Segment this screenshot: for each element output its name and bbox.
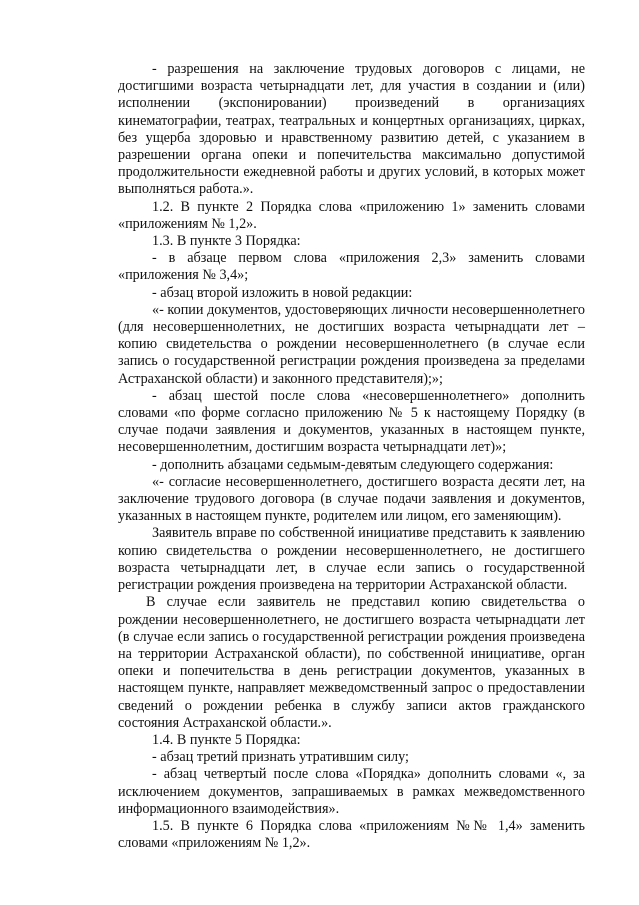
- paragraph-applicant-right: Заявитель вправе по собственной инициативе представить к заявлению копию свидетельства о рождении несовершеннолетнего, не достигшего возраста четырнадцати лет, в случае если запись о государственной регистрации рождения произведена на территории Астраханской области.: [118, 525, 585, 594]
- document-body: [118, 61, 585, 852]
- paragraph-copies-of-documents: «- копии документов, удостоверяющих личности несовершеннолетнего (для несовершеннолетних, не достигших возраста четырнадцати лет – копию свидетельства о рождении несовершеннолетнего (в случае если запись о государственной регистрации рождения произведена за пределами Астраханской области) и законного представителя);»;: [118, 301, 585, 387]
- paragraph-permission-clause: - разрешения на заключение трудовых договоров с лицами, не достигшими возраста четырнадцати лет, для участия в создании и (или) исполнении (экспонировании) произведений в организациях кинематографии, театрах, театральных и концертных организациях, цирках, без ущерба здоровью и нравственному развитию детей, с указанием в разрешении органа опеки и попечительства максимально допустимой продолжительности ежедневной работы и других условий, в которых может выполняться работа.».: [118, 61, 585, 198]
- paragraph-abzac-third: - абзац третий признать утратившим силу;: [152, 749, 409, 766]
- paragraph-1-3: 1.3. В пункте 3 Порядка:: [152, 233, 301, 250]
- paragraph-abzac-second: - абзац второй изложить в новой редакции:: [152, 284, 413, 301]
- paragraph-consent: «- согласие несовершеннолетнего, достигшего возраста десяти лет, на заключение трудового договора (в случае подачи заявления и документов, указанных в настоящем пункте, родителем или лицом, его заменяющим).: [118, 473, 585, 525]
- paragraph-1-5: 1.5. В пункте 6 Порядка слова «приложениям №№ 1,4» заменить словами «приложениям № 1,2».: [118, 817, 585, 852]
- paragraph-1-4: 1.4. В пункте 5 Порядка:: [152, 731, 301, 748]
- paragraph-add-abzacs: - дополнить абзацами седьмым-девятым следующего содержания:: [152, 456, 554, 473]
- paragraph-abzac-fourth: - абзац четвертый после слова «Порядка» дополнить словами «, за исключением документов, запрашиваемых в рамках межведомственного информационного взаимодействия».: [118, 766, 585, 817]
- paragraph-abzac-sixth: - абзац шестой после слова «несовершеннолетнего» дополнить словами «по форме согласно приложению № 5 к настоящему Порядку (в случае подачи заявления и документов, указанных в настоящем пункте, несовершеннолетним, достигшим возраста четырнадцати лет)»;: [118, 387, 585, 456]
- paragraph-abzac-first: - в абзаце первом слова «приложения 2,3» заменить словами «приложения № 3,4»;: [118, 250, 585, 284]
- paragraph-interagency-request: В случае если заявитель не представил копию свидетельства о рождении несовершеннолетнего, не достигшего возраста четырнадцати лет (в случае если запись о государственной регистрации рождения произведена на территории Астраханской области), по собственной инициативе, орган опеки и попечительства в день регистрации документов, указанных в настоящем пункте, направляет межведомственный запрос о предоставлении сведений о рождении ребенка в службу записи актов гражданского состояния Астраханской области.».: [118, 594, 585, 731]
- paragraph-1-2: 1.2. В пункте 2 Порядка слова «приложению 1» заменить словами «приложениям № 1,2».: [118, 198, 585, 232]
